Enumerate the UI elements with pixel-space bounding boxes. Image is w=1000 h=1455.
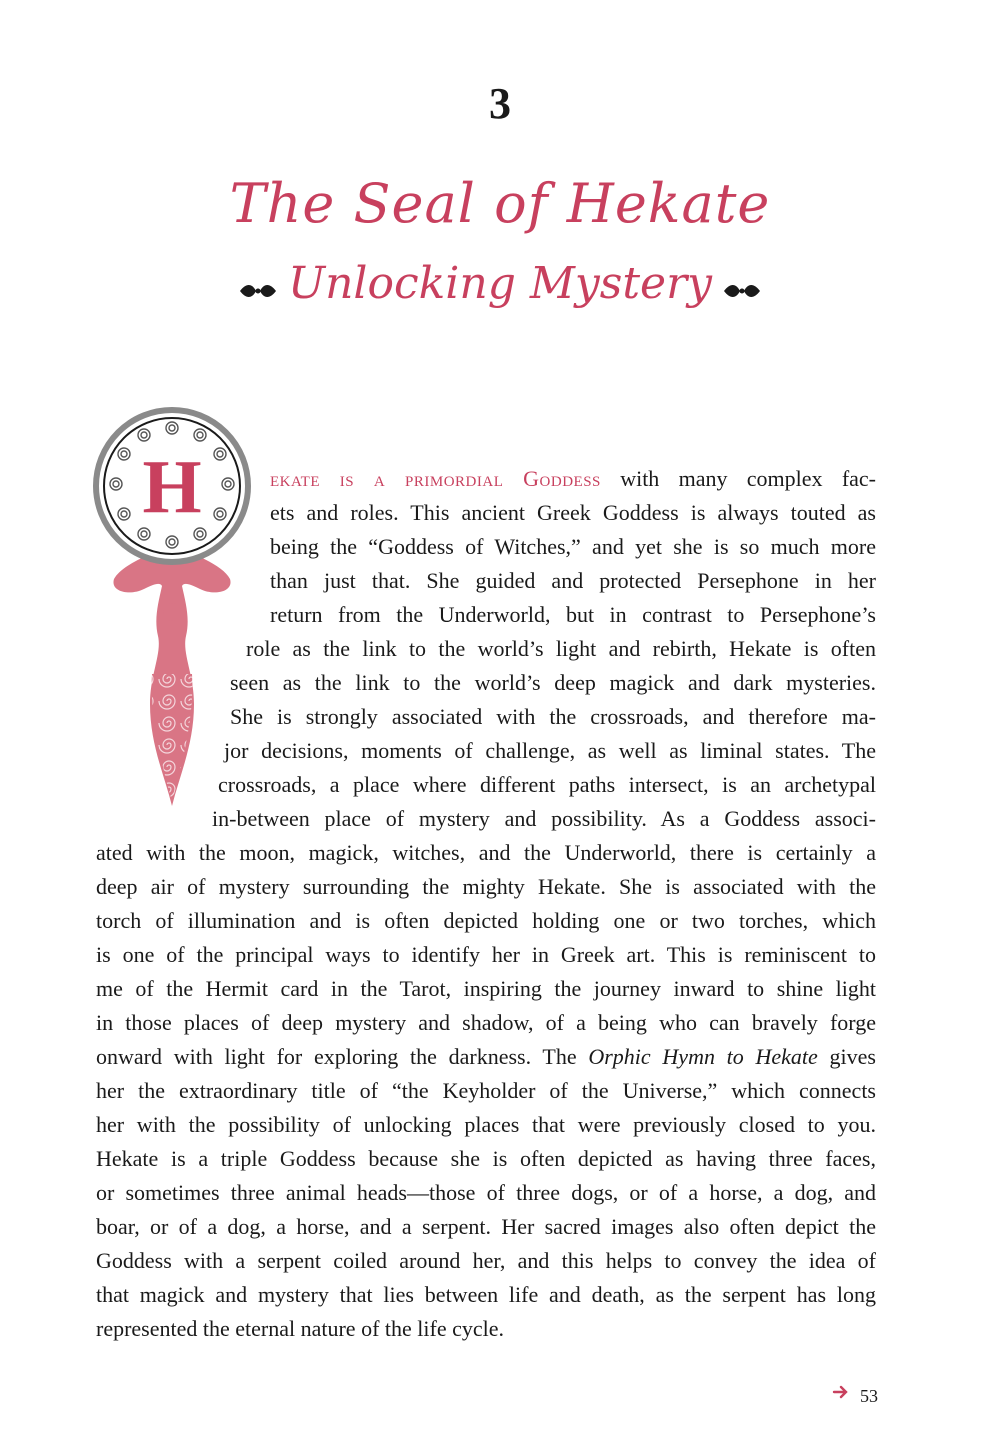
text-line: being the “Goddess of Witches,” and yet she is so much more xyxy=(270,534,876,559)
text-line: than just that. She guided and protected Persephone in her xyxy=(270,568,876,593)
chapter-number: 3 xyxy=(489,79,511,128)
text-line: is one of the principal ways to identify her in Greek art. This is reminiscent to xyxy=(96,942,876,967)
text-line: crossroads, a place where different paths intersect, is an archetypal xyxy=(218,772,876,797)
page-arrow-icon xyxy=(832,1384,850,1405)
chapter-subtitle: Unlocking Mystery xyxy=(288,258,712,309)
fleuron-left-icon xyxy=(238,261,278,312)
text-line: or sometimes three animal heads—those of three dogs, or of a horse, a dog, and xyxy=(96,1180,876,1205)
page-number: 53 xyxy=(860,1386,878,1406)
text-line: role as the link to the world’s light and rebirth, Hekate is often xyxy=(246,636,876,661)
text-line: boar, or of a dog, a horse, and a serpent. Her sacred images also often depict the xyxy=(96,1214,876,1239)
text-line: seen as the link to the world’s deep magick and dark mysteries. xyxy=(230,670,876,695)
text-line: that magick and mystery that lies between life and death, as the serpent has long xyxy=(96,1282,876,1307)
fleuron-right-icon xyxy=(722,261,762,312)
text-line: ated with the moon, magick, witches, and the Underworld, there is certainly a xyxy=(96,840,876,865)
text-line: me of the Hermit card in the Tarot, inspiring the journey inward to shine light xyxy=(96,976,876,1001)
text-line: in-between place of mystery and possibility. As a Goddess associ- xyxy=(212,806,876,831)
text-line: Hekate is a triple Goddess because she is often depicted as having three faces, xyxy=(96,1146,876,1171)
text-line: return from the Underworld, but in contrast to Persephone’s xyxy=(270,602,876,627)
text-line: She is strongly associated with the crossroads, and therefore ma- xyxy=(230,704,876,729)
text-line: her with the possibility of unlocking places that were previously closed to you. xyxy=(96,1112,876,1137)
text-line: ekate is a primordial Goddess with many complex fac- xyxy=(270,466,876,491)
italic-title: Orphic Hymn to Hekate xyxy=(588,1044,818,1069)
chapter-subtitle-row xyxy=(0,258,1000,312)
text-line: ets and roles. This ancient Greek Goddess is always touted as xyxy=(270,500,876,525)
text-line: represented the eternal nature of the life cycle. xyxy=(96,1316,504,1341)
text-line: Goddess with a serpent coiled around her, and this helps to convey the idea of xyxy=(96,1248,876,1273)
text-line: onward with light for exploring the darkness. The Orphic Hymn to Hekate gives xyxy=(96,1044,876,1069)
text-line: deep air of mystery surrounding the mighty Hekate. She is associated with the xyxy=(96,874,876,899)
text-line: torch of illumination and is often depicted holding one or two torches, which xyxy=(96,908,876,933)
lead-in: ekate is a primordial Goddess xyxy=(270,466,601,491)
dropcap-letter: H xyxy=(142,445,202,529)
chapter-title: The Seal of Hekate xyxy=(229,172,771,235)
text-line: jor decisions, moments of challenge, as well as liminal states. The xyxy=(224,738,876,763)
text-line: her the extraordinary title of “the Keyholder of the Universe,” which connects xyxy=(96,1078,876,1103)
text-line: in those places of deep mystery and shadow, of a being who can bravely forge xyxy=(96,1010,876,1035)
